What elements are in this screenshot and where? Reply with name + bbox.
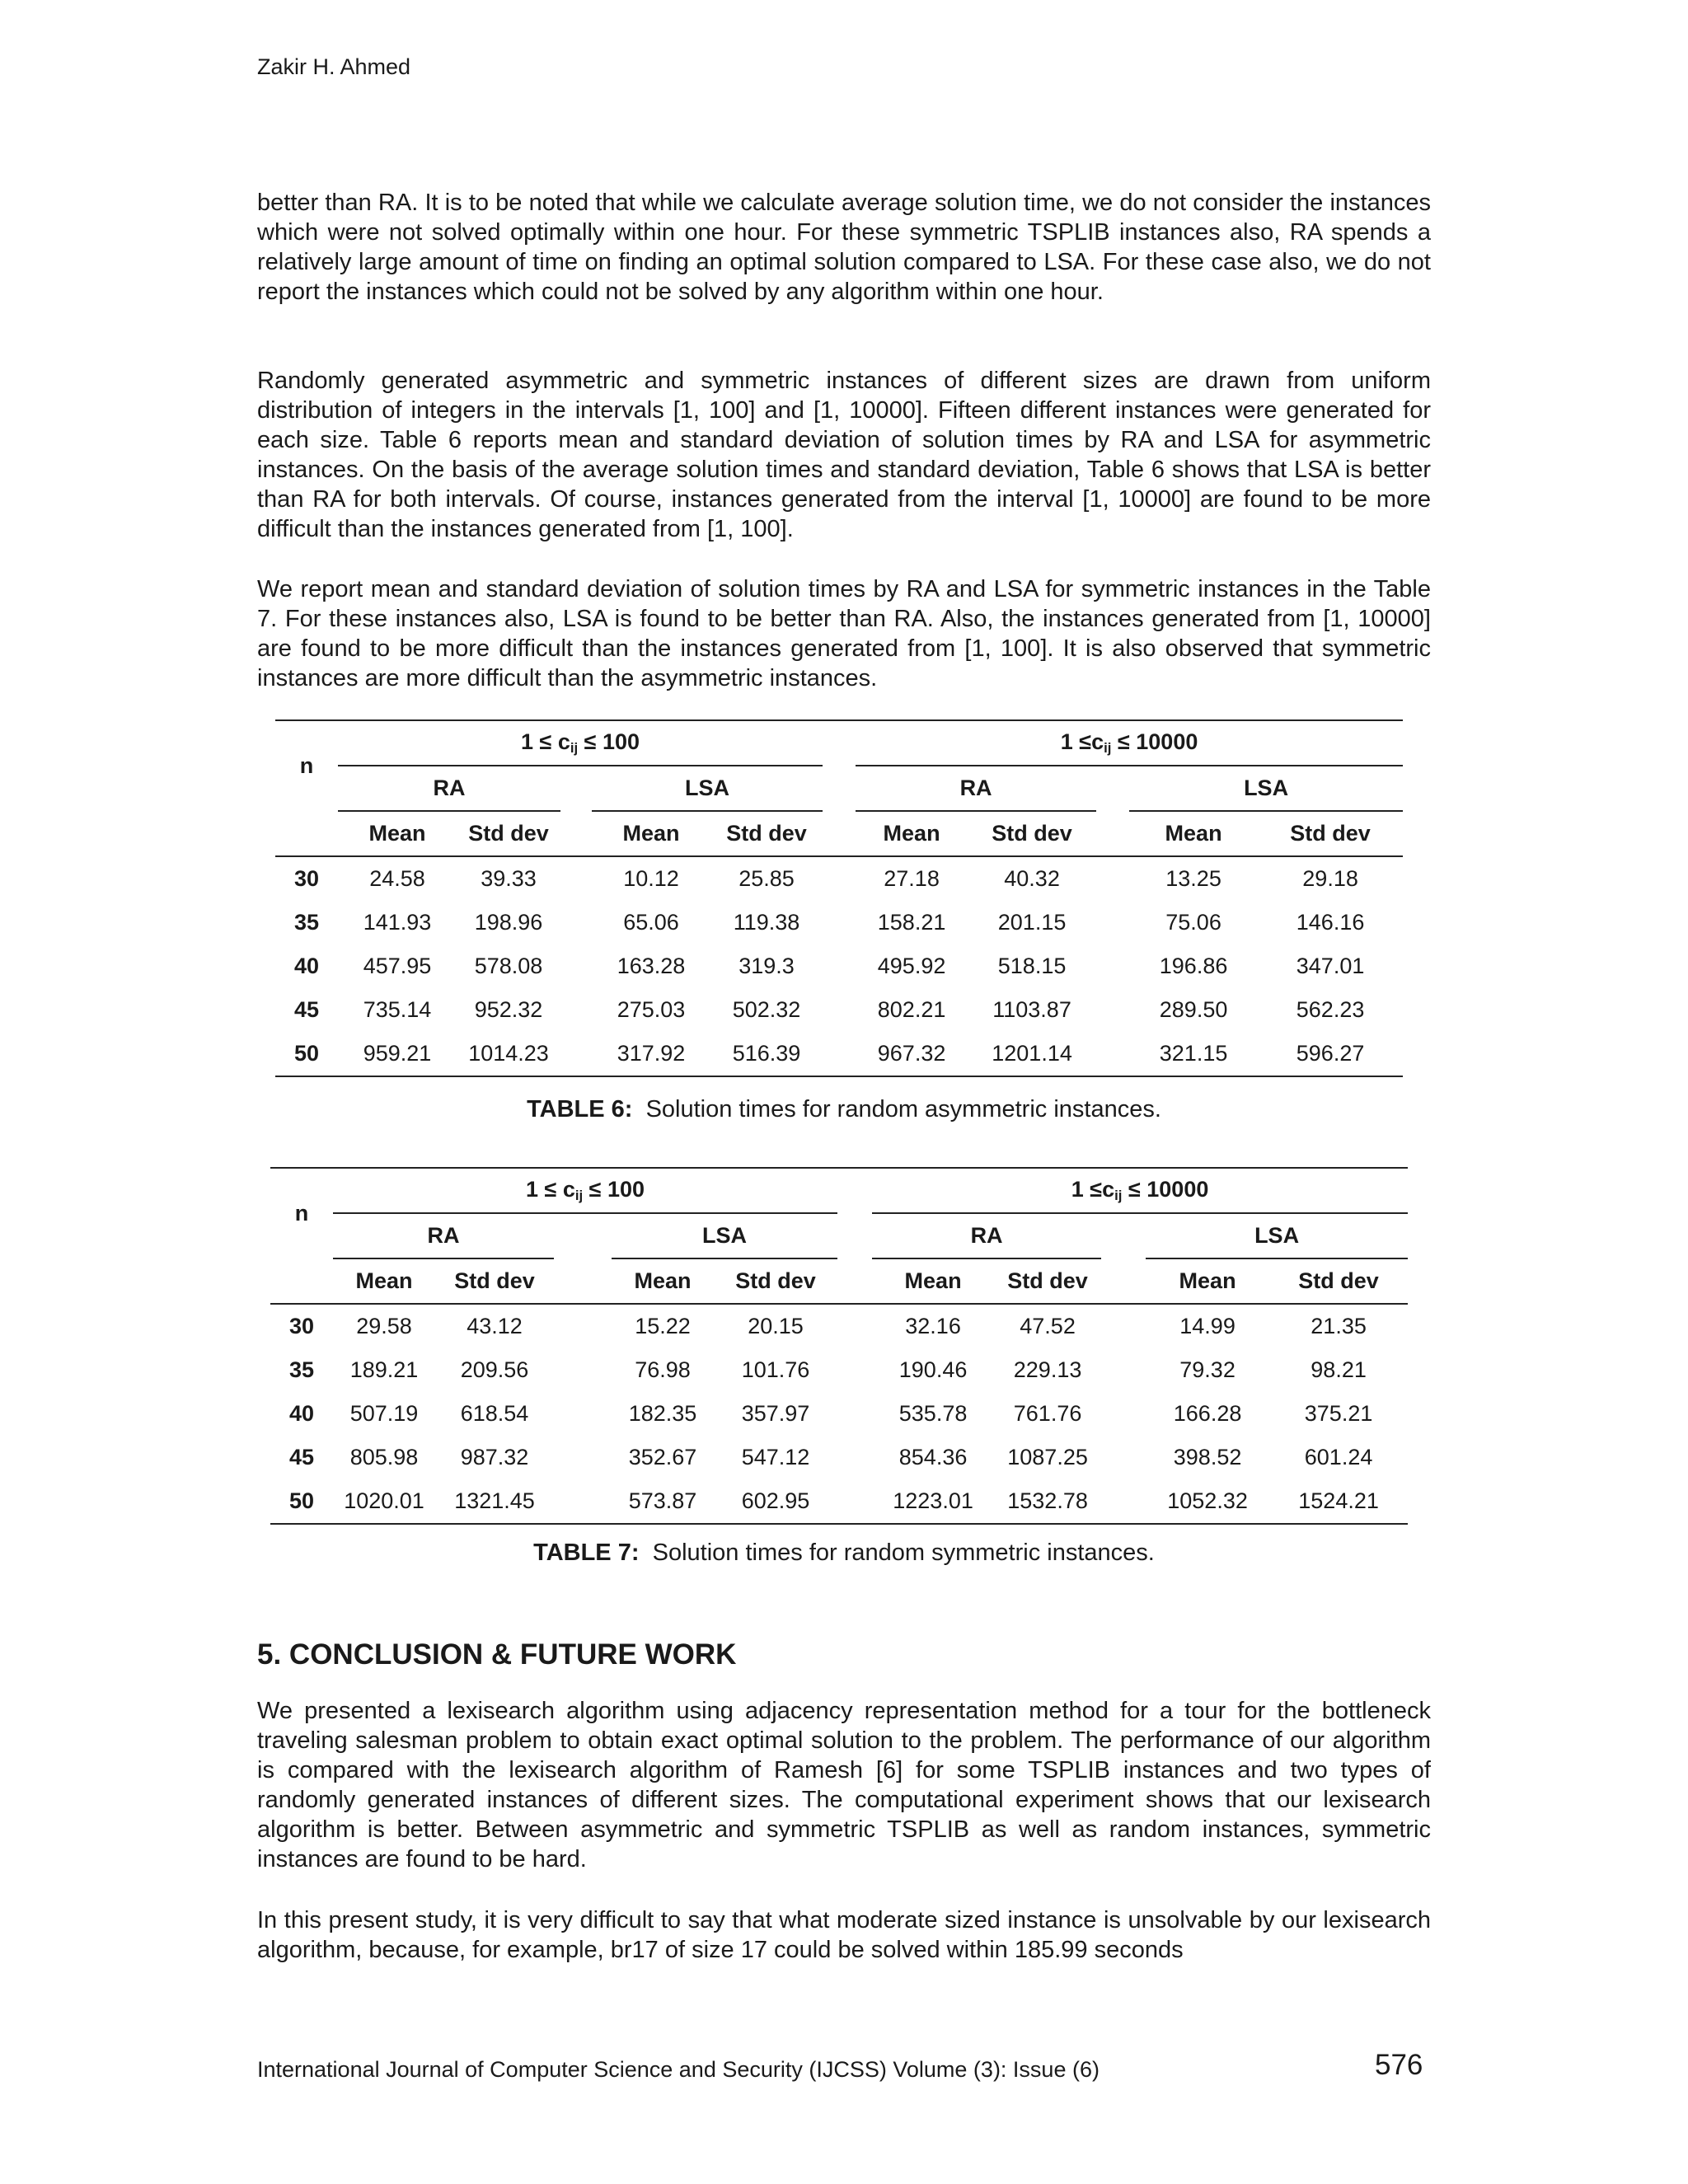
method-header-lsa: LSA: [1146, 1213, 1408, 1258]
table-cell: 761.76: [1013, 1401, 1082, 1426]
row-label-n: 45: [288, 1445, 315, 1469]
column-header-mean: Mean: [856, 811, 968, 856]
table-cell: 75.06: [1165, 910, 1221, 935]
table-cell: 275.03: [617, 997, 686, 1022]
table-cell: 20.15: [748, 1314, 804, 1338]
range-header-1-100: $1 \le c_{ij} \le 100$: [338, 720, 823, 766]
table-cell: 182.35: [628, 1401, 697, 1426]
table-cell: 495.92: [877, 954, 946, 978]
method-header-lsa: LSA: [1129, 766, 1403, 811]
table-cell: 321.15: [1129, 1032, 1258, 1076]
paragraph-tsplib-discussion: better than RA. It is to be noted that while we calculate average solution time, we do not consider the instances which were not solved optimally within one hour. For these symmetric TSPLIB instances also, RA spends a relatively large amount of time on finding an optimal solution compared to LSA. For these case also, we do not report the instances which could not be solved by any algorithm within one hour.: [257, 190, 1431, 305]
table-cell: 39.33: [481, 866, 537, 891]
table-cell: 1103.87: [992, 997, 1071, 1022]
table-cell: 457.95: [363, 954, 432, 978]
table-cell: 573.87: [612, 1479, 714, 1524]
table-cell: 952.32: [474, 997, 543, 1022]
table-cell: 1020.01: [333, 1479, 435, 1524]
paragraph-conclusion: We presented a lexisearch algorithm using adjacency representation method for a tour for the bottleneck traveling salesman problem to obtain exact optimal solution to the problem. The performance of our algorithm is compared with the lexisearch algorithm of Ramesh [6] for some TSPLIB instances and two types of randomly generated instances of different sizes. The computational experiment shows that our lexisearch algorithm is better. Between asymmetric and symmetric TSPLIB as well as random instances, symmetric instances are found to be hard.: [257, 1698, 1431, 1872]
table-cell: 166.28: [1173, 1401, 1242, 1426]
table-cell: 163.28: [617, 954, 686, 978]
column-header-std-dev: Std dev: [1269, 1258, 1408, 1304]
column-header-mean: Mean: [612, 1258, 714, 1304]
table-cell: 854.36: [898, 1445, 968, 1469]
table-cell: 76.98: [635, 1357, 691, 1382]
table-cell: 535.78: [898, 1401, 968, 1426]
table-cell: 1052.32: [1146, 1479, 1269, 1524]
method-header-ra: RA: [872, 1213, 1101, 1258]
table-cell: 516.39: [710, 1032, 823, 1076]
column-header-std-dev: Std dev: [714, 1258, 837, 1304]
paragraph-random-asymmetric: Randomly generated asymmetric and symmetric instances of different sizes are drawn from uniform distribution of integers in the intervals [1, 100] and [1, 10000]. Fifteen different instances were generated for each size. Table 6 reports mean and standard deviation of solution times by RA and LSA for asymmetric instances. On the basis of the average solution times and standard deviation, Table 6 shows that LSA is better than RA for both intervals. Of course, instances generated from the interval [1, 10000] are found to be more difficult than the instances generated from [1, 100].: [257, 368, 1431, 542]
table-cell: 190.46: [898, 1357, 968, 1382]
table-cell: 101.76: [741, 1357, 810, 1382]
table-cell: 25.85: [738, 866, 795, 891]
row-label-n: 35: [293, 910, 320, 935]
table-row: [270, 1392, 1408, 1436]
range-header-1-10000: $1 \le c_{ij} \le 10000$: [872, 1168, 1408, 1213]
table-cell: 735.14: [363, 997, 432, 1022]
table-cell: 1223.01: [872, 1479, 994, 1524]
table-cell: 27.18: [884, 866, 940, 891]
table-row: [270, 1348, 1408, 1392]
table-cell: 317.92: [592, 1032, 710, 1076]
n-column-header: n: [275, 720, 338, 811]
table-cell: 518.15: [997, 954, 1067, 978]
table-cell: 547.12: [741, 1445, 810, 1469]
paragraph-future-work: In this present study, it is very difficult to say that what moderate sized instance is unsolvable by our lexisearch algorithm, because, for example, br17 of size 17 could be solved within 185.99 seconds: [257, 1907, 1431, 1963]
table-cell: 959.21: [338, 1032, 457, 1076]
row-label-n: 35: [288, 1357, 315, 1382]
method-header-ra: RA: [333, 1213, 554, 1258]
table-cell: 1321.45: [435, 1479, 554, 1524]
table-cell: 987.32: [460, 1445, 529, 1469]
column-header-std-dev: Std dev: [1258, 811, 1403, 856]
table-cell: 805.98: [349, 1445, 419, 1469]
page-number: 576: [1375, 2049, 1423, 2081]
table-7-caption: TABLE 7: Solution times for random symmetric instances.: [533, 1540, 1155, 1566]
table-cell: 40.32: [1004, 866, 1060, 891]
table-cell: 602.95: [714, 1479, 837, 1524]
table-cell: 32.16: [905, 1314, 961, 1338]
column-header-mean: Mean: [592, 811, 710, 856]
table-cell: 1201.14: [968, 1032, 1096, 1076]
table-cell: 398.52: [1173, 1445, 1242, 1469]
table-cell: 79.32: [1179, 1357, 1236, 1382]
table-cell: 596.27: [1258, 1032, 1403, 1076]
column-header-std-dev: Std dev: [994, 1258, 1101, 1304]
table-cell: 146.16: [1296, 910, 1365, 935]
table-row: [275, 944, 1403, 988]
table-cell: 601.24: [1304, 1445, 1373, 1469]
table-cell: 65.06: [623, 910, 679, 935]
table-cell: 1087.25: [1007, 1445, 1088, 1469]
row-label-n: 30: [288, 1314, 315, 1338]
column-header-mean: Mean: [1146, 1258, 1269, 1304]
table-cell: 1532.78: [994, 1479, 1101, 1524]
column-header-mean: Mean: [333, 1258, 435, 1304]
table-cell: 1014.23: [457, 1032, 560, 1076]
n-column-header: n: [270, 1168, 333, 1258]
column-header-std-dev: Std dev: [435, 1258, 554, 1304]
table-cell: 196.86: [1159, 954, 1228, 978]
table-6-body: [275, 856, 1403, 1076]
table-cell: 141.93: [363, 910, 432, 935]
table-row: [275, 1032, 1403, 1076]
table-cell: 15.22: [635, 1314, 691, 1338]
table-cell: 47.52: [1020, 1314, 1076, 1338]
method-header-ra: RA: [338, 766, 560, 811]
table-cell: 29.18: [1302, 866, 1358, 891]
row-label-n: 30: [293, 866, 320, 891]
table-cell: 507.19: [349, 1401, 419, 1426]
table-row: [275, 856, 1403, 901]
table-cell: 119.38: [733, 910, 800, 935]
table-cell: 229.13: [1013, 1357, 1082, 1382]
table-cell: 578.08: [474, 954, 543, 978]
range-header-1-100: $1 \le c_{ij} \le 100$: [333, 1168, 837, 1213]
table-cell: 29.58: [356, 1314, 412, 1338]
table-cell: 10.12: [623, 866, 679, 891]
range-header-1-10000: $1 \le c_{ij} \le 10000$: [856, 720, 1403, 766]
table-cell: 189.21: [349, 1357, 419, 1382]
table-cell: 618.54: [460, 1401, 529, 1426]
table-7: [270, 1167, 1408, 1525]
row-label-n: 40: [288, 1401, 315, 1426]
method-header-ra: RA: [856, 766, 1096, 811]
table-cell: 198.96: [474, 910, 543, 935]
table-cell: 802.21: [877, 997, 946, 1022]
table-cell: 98.21: [1311, 1357, 1367, 1382]
table-cell: 347.01: [1296, 954, 1365, 978]
row-label-n: 50: [275, 1032, 338, 1076]
table-cell: 319.3: [738, 954, 795, 978]
footer-journal-citation: International Journal of Computer Science and Security (IJCSS) Volume (3): Issue (6): [257, 2057, 1100, 2082]
table-cell: 21.35: [1311, 1314, 1367, 1338]
column-header-mean: Mean: [872, 1258, 994, 1304]
table-cell: 562.23: [1296, 997, 1365, 1022]
table-cell: 357.97: [741, 1401, 810, 1426]
table-row: [270, 1304, 1408, 1348]
running-header-author: Zakir H. Ahmed: [257, 54, 411, 79]
table-row: [270, 1436, 1408, 1479]
row-label-n: 45: [293, 997, 320, 1022]
column-header-std-dev: Std dev: [710, 811, 823, 856]
section-heading-conclusion: 5. CONCLUSION & FUTURE WORK: [257, 1638, 737, 1671]
table-cell: 967.32: [856, 1032, 968, 1076]
table-cell: 289.50: [1159, 997, 1228, 1022]
table-row: [275, 988, 1403, 1032]
table-cell: 43.12: [467, 1314, 523, 1338]
paragraph-random-symmetric: We report mean and standard deviation of solution times by RA and LSA for symmetric instances in the Table 7. For these instances also, LSA is found to be better than RA. Also, the instances generated from [1, 10000] are found to be more difficult than the instances generated from [1, 100]. It is also observed that symmetric instances are more difficult than the asymmetric instances.: [257, 576, 1431, 691]
table-cell: 352.67: [628, 1445, 697, 1469]
table-row: [270, 1479, 1408, 1524]
table-cell: 158.21: [877, 910, 946, 935]
table-row: [275, 901, 1403, 944]
table-6: [275, 719, 1403, 1077]
column-header-mean: Mean: [1129, 811, 1258, 856]
column-header-mean: Mean: [338, 811, 457, 856]
column-header-std-dev: Std dev: [968, 811, 1096, 856]
method-header-lsa: LSA: [592, 766, 823, 811]
table-7-body: [270, 1304, 1408, 1524]
table-cell: 13.25: [1165, 866, 1221, 891]
row-label-n: 40: [293, 954, 320, 978]
table-6-caption: TABLE 6: Solution times for random asymmetric instances.: [527, 1096, 1161, 1122]
table-cell: 1524.21: [1269, 1479, 1408, 1524]
table-cell: 375.21: [1304, 1401, 1373, 1426]
table-cell: 502.32: [732, 997, 801, 1022]
row-label-n: 50: [270, 1479, 333, 1524]
method-header-lsa: LSA: [612, 1213, 837, 1258]
table-cell: 209.56: [460, 1357, 529, 1382]
table-cell: 201.15: [997, 910, 1067, 935]
table-cell: 14.99: [1179, 1314, 1236, 1338]
column-header-std-dev: Std dev: [457, 811, 560, 856]
table-cell: 24.58: [369, 866, 425, 891]
